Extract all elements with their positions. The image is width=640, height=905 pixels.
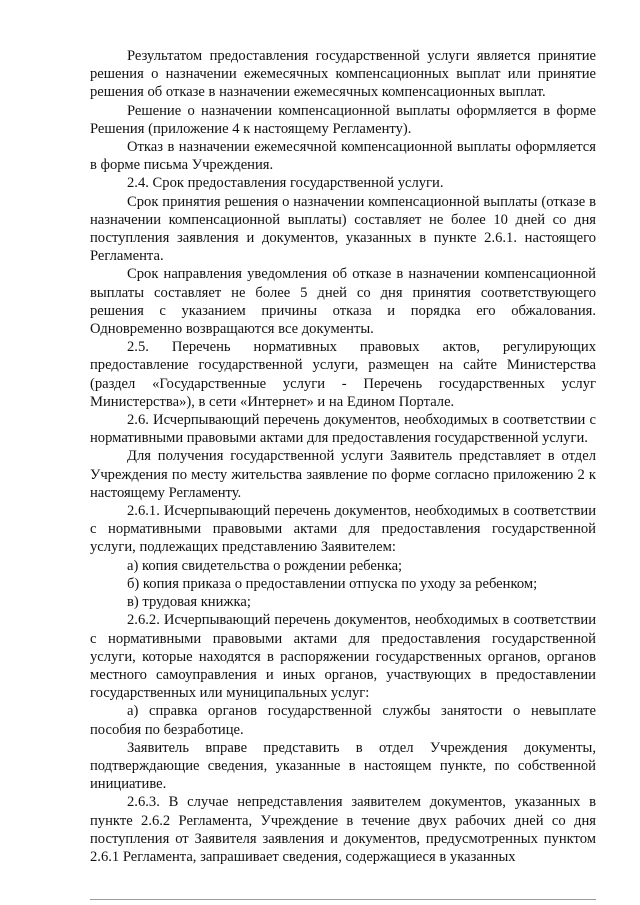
section-heading-2-6: 2.6. Исчерпывающий перечень документов, необходимых в соответствии с нормативными правовыми актами для предоставления государственной услуги.	[90, 412, 596, 447]
section-2-6-3: 2.6.3. В случае непредставления заявителем документов, указанных в пункте 2.6.2 Регламента, Учреждение в течение двух рабочих дней со дня поступления от Заявителя заявления и документов, предусмотренных пунктом 2.6.1 Регламента, запрашивает сведения, содержащиеся в указанных	[90, 794, 596, 865]
section-2-6-2: 2.6.2. Исчерпывающий перечень документов, необходимых в соответствии с нормативными правовыми актами для предоставления государственной услуги, которые находятся в распоряжении государственных органов, органов местного самоуправления и иных органов, участвующих в предоставлении государственных или муниципальных услуг:	[90, 612, 596, 702]
section-2-5: 2.5. Перечень нормативных правовых актов, регулирующих предоставление государственной услуги, размещен на сайте Министерства (раздел «Государственные услуги - Перечень государственных услуг Министерства»), в сети «Интернет» и на Едином Портале.	[90, 339, 596, 410]
paragraph-result: Результатом предоставления государственной услуги является принятие решения о назначении ежемесячных компенсационных выплат или принятие решения об отказе в назначении ежемесячных компенсационных выплат.	[90, 48, 596, 101]
list-item-b: б) копия приказа о предоставлении отпуска по уходу за ребенком;	[127, 575, 538, 592]
section-2-6-1: 2.6.1. Исчерпывающий перечень документов, необходимых в соответствии с нормативными правовыми актами для предоставления государственной услуги, подлежащих представлению Заявителем:	[90, 503, 596, 556]
scan-edge-line	[90, 899, 596, 900]
paragraph-refusal-form: Отказ в назначении ежемесячной компенсационной выплаты оформляется в форме письма Учреждения.	[90, 139, 596, 174]
list-item-a: а) копия свидетельства о рождении ребенка;	[127, 557, 403, 574]
paragraph-applicant-right: Заявитель вправе представить в отдел Учреждения документы, подтверждающие сведения, указанные в настоящем пункте, по собственной инициативе.	[90, 739, 596, 793]
paragraph-decision-term: Срок принятия решения о назначении компенсационной выплаты (отказе в назначении компенсационной выплаты) составляет не более 10 дней со дня поступления заявления и документов, указанных в пункте 2.6.1. настоящего Регламента.	[90, 193, 596, 265]
document-page	[90, 47, 596, 866]
list-item-a-certificate: а) справка органов государственной службы занятости о невыплате пособия по безработице.	[90, 703, 596, 738]
paragraph-decision-form: Решение о назначении компенсационной выплаты оформляется в форме Решения (приложение 4 к настоящему Регламенту).	[90, 102, 596, 137]
paragraph-notification-term: Срок направления уведомления об отказе в назначении компенсационной выплаты составляет не более 5 дней со дня принятия соответствующего решения с указанием причины отказа и порядка его обжалования. Одновременно возвращаются все документы.	[90, 266, 596, 338]
list-item-c: в) трудовая книжка;	[127, 594, 251, 611]
paragraph-application: Для получения государственной услуги Заявитель представляет в отдел Учреждения по месту жительства заявление по форме согласно приложению 2 к настоящему Регламенту.	[90, 448, 596, 501]
page-bottom-edge	[90, 896, 596, 905]
section-heading-2-4: 2.4. Срок предоставления государственной услуги.	[127, 175, 444, 192]
